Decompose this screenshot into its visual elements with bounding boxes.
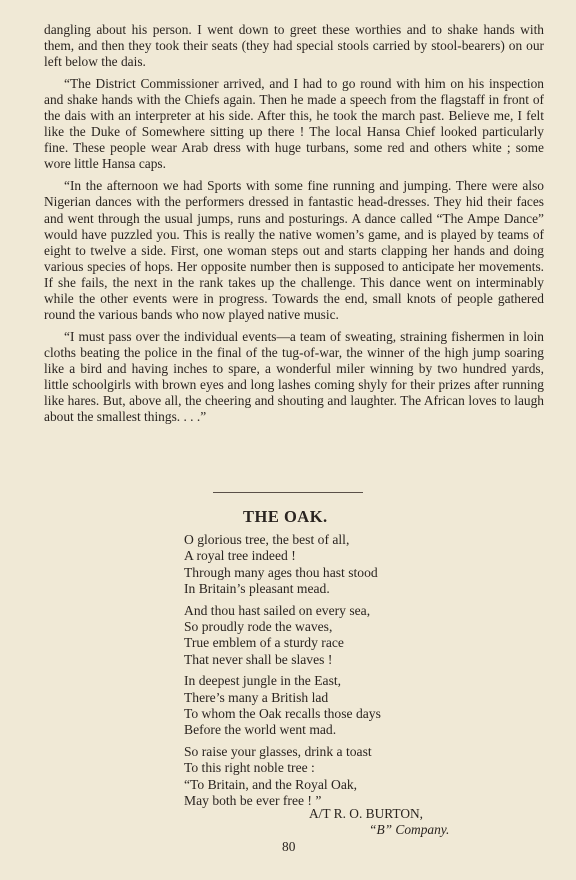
paragraph: “I must pass over the individual events—a team of sweating, straining fishermen in loin cloths beating the police in the final of the tug-of-war, the winner of the high jump soaring like a bird and having inches to spare, a wonderful miler winning by two hundred yards, little schoolgirls with brown eyes and long lashes coming shyly for their prizes after running like hares. But, above all, the cheering and shouting and laughter. The African loves to laugh about the smallest things. . . .” — [44, 328, 544, 425]
poem-line: That never shall be slaves ! — [184, 651, 333, 667]
poem-line: There’s many a British lad — [184, 689, 329, 705]
poem-line: To this right noble tree : — [184, 760, 315, 776]
poem-stanza — [184, 673, 484, 739]
poem-stanza — [184, 744, 484, 810]
paragraph: “In the afternoon we had Sports with some fine running and jumping. There were also Nigerian dances with the performers dressed in fantastic head-dresses. They hid their faces and went through the usual jumps, runs and posturings. A dance called “The Ampe Dance” would have puzzled you. This is really the native women’s game, and is played by teams of eight to twelve a side. First, one woman steps out and starts clapping her hands and doing various species of hops. Her opposite number then is supposed to anticipate her movements. If she fails, the next in the rank takes up the challenge. This dance went on interminably while the other events were in progress. Towards the end, small knots of people gathered round the various bands who now played native music. — [44, 178, 544, 322]
page-number: 80 — [282, 839, 296, 854]
poem-line: So raise your glasses, drink a toast — [184, 743, 372, 759]
poem-line: True emblem of a sturdy race — [184, 635, 344, 651]
author-company: “B” Company. — [369, 822, 450, 838]
paragraph: “The District Commissioner arrived, and I had to go round with him on his inspection and shake hands with the Chiefs again. Then he made a speech from the flagstaff in front of the dais with an interpreter at his side. After this, he took the march past. Believe me, I felt like the Duke of Somewhere sitting up there ! The local Hansa Chief looked particularly fine. These people wear Arab dress with huge turbans, some red and others white ; some wore little Hansa caps. — [44, 76, 544, 172]
poem-line: In Britain’s pleasant mead. — [184, 581, 330, 597]
poem-line: And thou hast sailed on every sea, — [184, 602, 371, 618]
poem-line: A royal tree indeed ! — [184, 548, 296, 564]
poem-stanza — [184, 603, 484, 669]
poem-line: So proudly rode the waves, — [184, 619, 333, 635]
paragraph: dangling about his person. I went down to greet these worthies and to shake hands with them, and then they took their seats (they had special stools carried by stool-bearers) on our left below the dais. — [44, 22, 544, 70]
author-signature — [309, 806, 449, 839]
poem-line: To whom the Oak recalls those days — [184, 706, 381, 722]
poem-line: Before the world went mad. — [184, 722, 337, 738]
author-name: A/T R. O. BURTON, — [309, 806, 424, 821]
poem-line: May both be ever free ! ” — [184, 793, 322, 809]
poem-stanza — [184, 532, 484, 598]
poem-body — [184, 532, 484, 815]
poem-line: Through many ages thou hast stood — [184, 564, 378, 580]
poem-line: “To Britain, and the Royal Oak, — [184, 776, 358, 792]
prose-body — [44, 22, 544, 431]
poem-line: O glorious tree, the best of all, — [184, 532, 350, 547]
section-divider — [213, 492, 363, 493]
poem-line: In deepest jungle in the East, — [184, 673, 342, 689]
poem-title: THE OAK. — [243, 507, 328, 526]
